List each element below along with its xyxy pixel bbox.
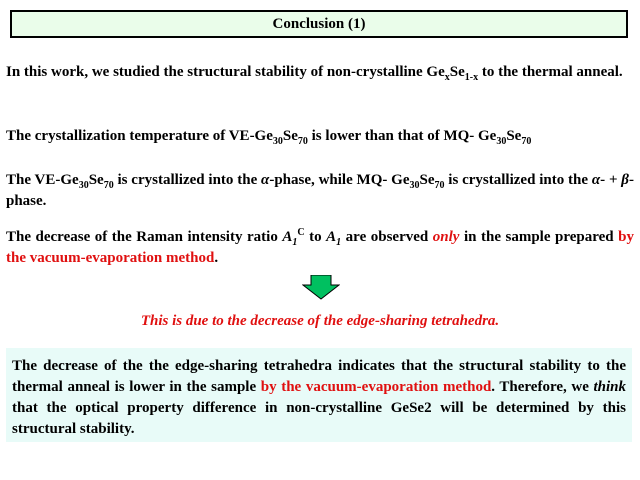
conclusion-statement: This is due to the decrease of the edge-sharing tetrahedra.: [140, 313, 500, 329]
paragraph-4: The decrease of the Raman intensity ratio $A_1^C$ to $A_1$ are observed only in the sample prepared by the vacuum-evaporation method.: [6, 227, 635, 266]
emphasis-think: think: [593, 379, 627, 395]
alpha-symbol: α: [261, 172, 270, 188]
alpha-symbol-2: α: [591, 172, 601, 188]
method-highlight: by the vacuum-evaporation method: [6, 229, 635, 266]
beta-symbol: β: [621, 172, 629, 188]
paragraph-2: The crystallization temperature of $VE-Ge_{30}Se_{70}$ is lower than that of MQ- $Ge_{30}Se_{70}$: [6, 128, 532, 147]
paragraph-3: The $VE-Ge_{30}Se_{70}$ is crystallized into the α-phase, while MQ- $Ge_{30}Se_{70}$ is crystallized into the α- + β- phase.: [6, 172, 634, 209]
paragraph-1: In this work, we studied the structural stability of non-crystalline $Ge_xSe_{1-x}$ to the thermal anneal.: [6, 64, 623, 83]
slide-title: Conclusion (1): [272, 15, 366, 32]
summary-box: The decrease of the the edge-sharing tetrahedra indicates that the structural stability to the thermal anneal is lower in the sample by the vacuum-evaporation method. Therefore, we think that the optical property difference in non-crystalline GeSe2 will be determined by this structural stability.: [6, 348, 632, 442]
down-arrow-icon: [302, 275, 340, 300]
summary-method-highlight: by the vacuum-evaporation method: [260, 379, 492, 395]
emphasis-only: only: [432, 229, 460, 245]
slide-title-box: [10, 10, 628, 38]
